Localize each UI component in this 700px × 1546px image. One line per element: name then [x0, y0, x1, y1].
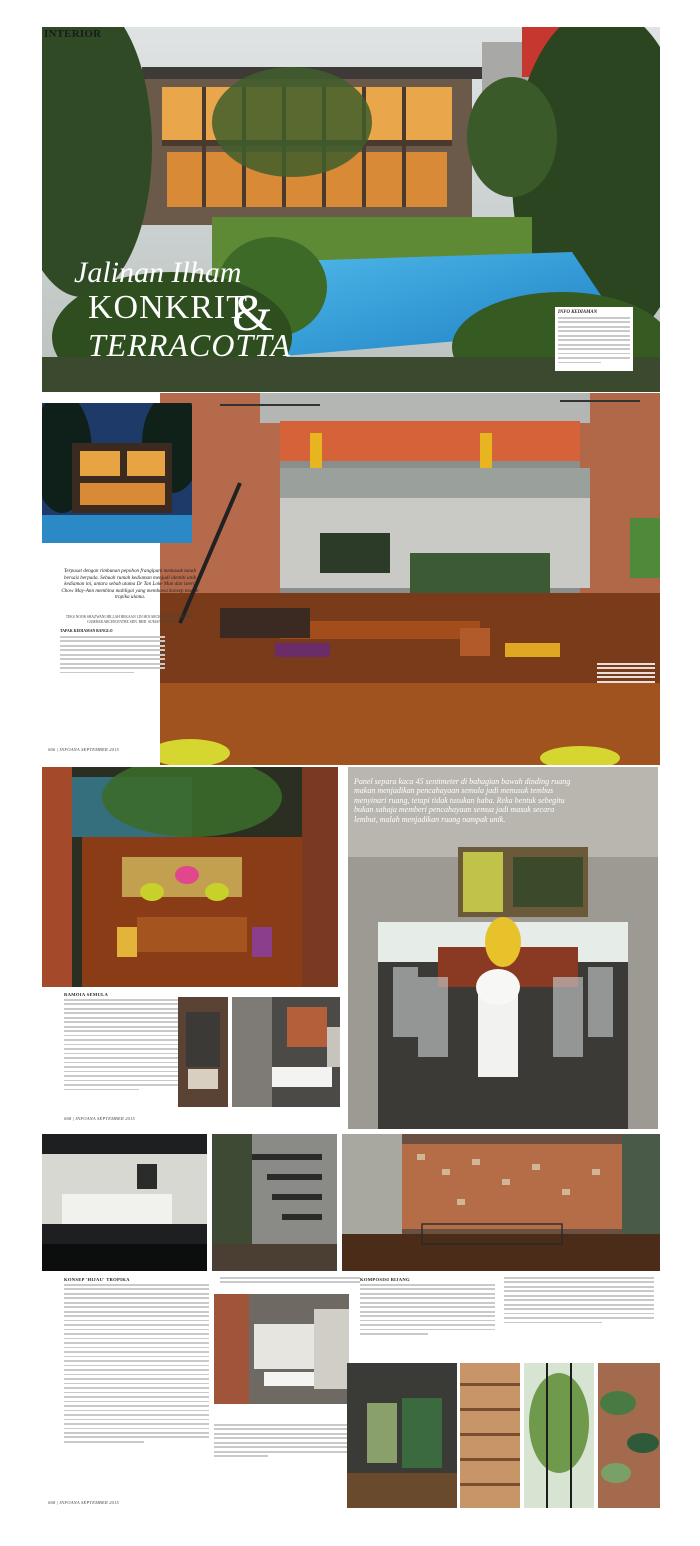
body-lead: TAPAK KEDIAMAN BANGLO — [60, 629, 113, 633]
camouflage-wall-photo — [598, 1363, 660, 1508]
credits: TEKS NOOR SHAZWANI HILLAH REKAAN LIN HOI ARCHICENTRE SDN. BHD. GAMBAR ARCHICENTRE SDN. BHD. SUMANG JAYA — [65, 615, 195, 624]
spread-dining — [42, 767, 660, 1131]
heading-left: KONSEP 'HIJAU' TROPIKA — [64, 1277, 130, 1282]
folio: 068 | INFOANA SEPTEMBER 2015 — [48, 1500, 119, 1505]
heading-right: KOMPOSISI BIJANG — [360, 1277, 410, 1282]
spread-living — [42, 393, 660, 765]
title-line-1: Jalinan Ilham — [74, 256, 242, 289]
caption — [220, 1277, 360, 1286]
title-line-2: KONKRIT — [88, 289, 248, 326]
title-ampersand: & — [232, 285, 273, 342]
spread-kitchen — [42, 1134, 660, 1510]
hallway-photo — [347, 1363, 457, 1508]
dining-overhead-photo — [42, 767, 338, 987]
spread-exterior — [42, 27, 660, 392]
info-box-heading: INFO KEDIAMAN — [558, 310, 598, 315]
folio: 066 | INFOANA SEPTEMBER 2015 — [48, 747, 119, 752]
body-copy-middle — [214, 1424, 349, 1460]
brick-wall-photo — [342, 1134, 660, 1271]
title-line-3: TERRACOTTA — [88, 327, 292, 363]
kitchen-photo — [42, 1134, 207, 1271]
living-room-photo — [160, 393, 660, 765]
body-copy — [60, 636, 165, 676]
body-copy-right-a — [360, 1284, 495, 1338]
body-copy-right-b — [504, 1277, 654, 1326]
staircase-photo — [212, 1134, 337, 1271]
intro-text: Terpusat dengan rimbunan pepohon frangipani memasuk tanah bersaiz berpada. Sebuah rumah kediaman menjadi identiti unik kediaman ini, antara sebab utama Dr Tan Loke Mun dan isteri, Chow May-Ann membina mahligai yang membawa konsep moden tropika ulama. — [61, 568, 199, 601]
pull-quote: Panel separa kaca 45 sentimeter di bahagian bawah dinding ruang makan menjadikan pencahayaan semula jadi menusuk tembus menyinari ruang, tetapi tidak tusukan haba. Reka bentuk sebegitu bukan sahaja memberi pencahayaan semua jadi masuk secara lembut, malah menjadikan ruang nampak unik. — [354, 777, 571, 824]
bookshelf-photo — [460, 1363, 520, 1508]
lounge-photo — [214, 1294, 349, 1404]
body-copy-left — [64, 1284, 209, 1445]
body-copy-a — [64, 999, 189, 1093]
night-exterior-photo — [42, 403, 192, 543]
interior-thumbnail-1 — [178, 997, 228, 1107]
window-trees-photo — [524, 1363, 594, 1508]
info-box — [555, 307, 633, 371]
section-label: INTERIOR — [44, 28, 102, 40]
interior-thumbnail-2 — [232, 997, 340, 1107]
folio: 068 | INFOANA SEPTEMBER 2015 — [64, 1116, 135, 1121]
section-heading: RAMOIA SEMULA — [64, 992, 109, 997]
caption — [597, 663, 655, 685]
